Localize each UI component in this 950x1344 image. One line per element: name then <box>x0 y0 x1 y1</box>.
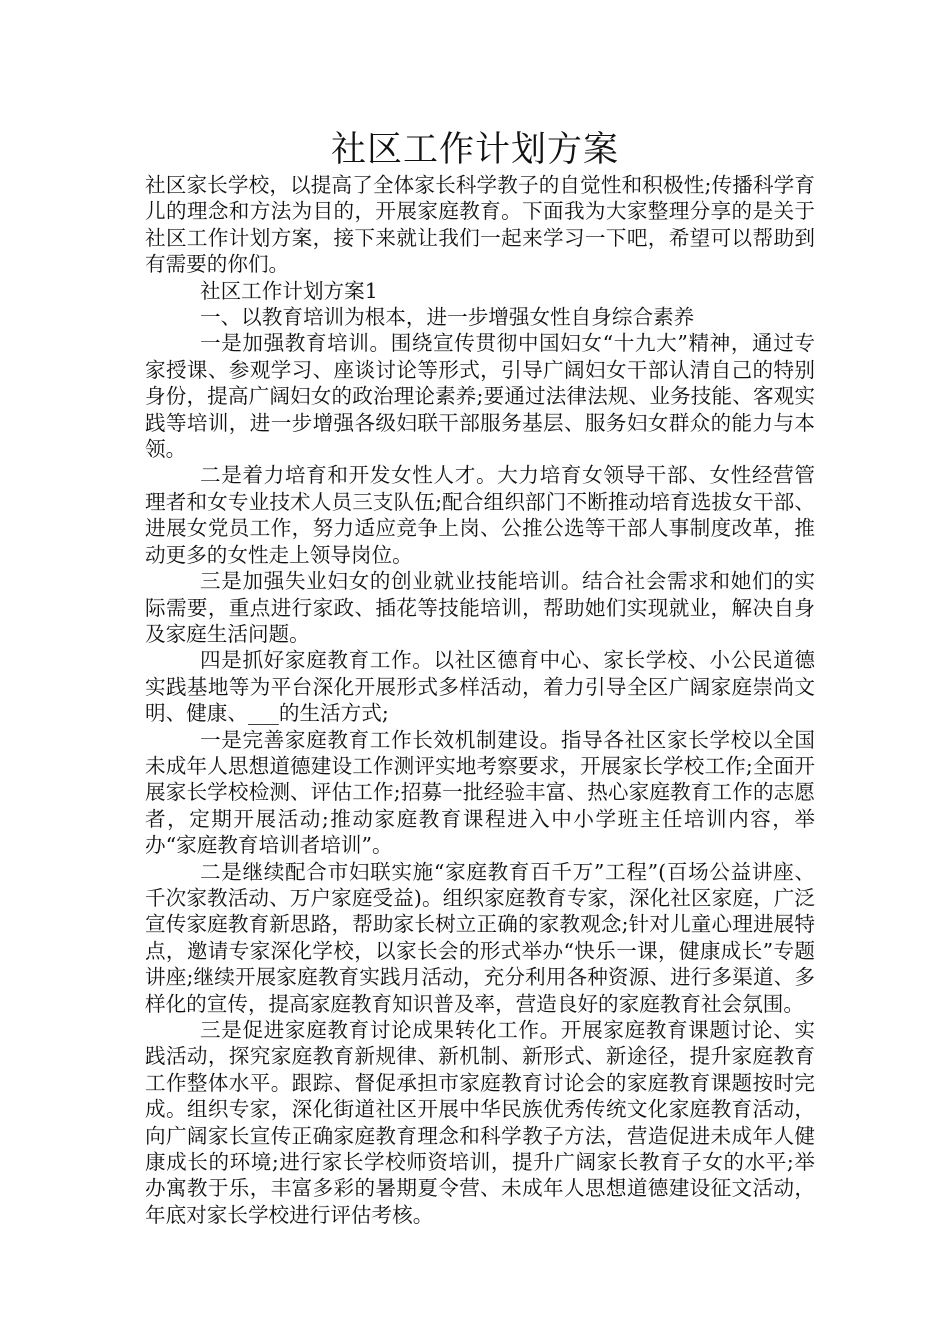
body-paragraph: 四是抓好家庭教育工作。以社区德育中心、家长学校、小公民道德实践基地等为平台深化开展形式多样活动，着力引导全区广阔家庭崇尚文明、健康、___的生活方式; <box>145 648 815 726</box>
intro-paragraph: 社区家长学校，以提高了全体家长科学教子的自觉性和积极性;传播科学育儿的理念和方法为目的，开展家庭教育。下面我为大家整理分享的是关于社区工作计划方案，接下来就让我们一起来学习一下吧，希望可以帮助到有需要的你们。 <box>145 173 815 277</box>
document-title: 社区工作计划方案 <box>330 130 619 170</box>
document-body <box>145 172 815 1228</box>
section-heading: 一、以教育培训为根本，进一步增强女性自身综合素养 <box>200 305 695 330</box>
body-paragraph: 三是促进家庭教育讨论成果转化工作。开展家庭教育课题讨论、实践活动，探究家庭教育新规律、新机制、新形式、新途径，提升家庭教育工作整体水平。跟踪、督促承担市家庭教育讨论会的家庭教育课题按时完成。组织专家，深化街道社区开展中华民族优秀传统文化家庭教育活动，向广阔家长宣传正确家庭教育理念和科学教子方法，营造促进未成年人健康成长的环境;进行家长学校师资培训，提升广阔家长教育子女的水平;举办寓教于乐，丰富多彩的暑期夏令营、未成年人思想道德建设征文活动，年底对家长学校进行评估考核。 <box>145 1018 815 1227</box>
body-paragraph: 三是加强失业妇女的创业就业技能培训。结合社会需求和她们的实际需要，重点进行家政、插花等技能培训，帮助她们实现就业，解决自身及家庭生活问题。 <box>145 569 815 646</box>
body-paragraph: 二是着力培育和开发女性人才。大力培育女领导干部、女性经营管理者和女专业技术人员三支队伍;配合组织部门不断推动培育选拔女干部、进展女党员工作，努力适应竞争上岗、公推公选等干部人事制度改革，推动更多的女性走上领导岗位。 <box>145 463 815 567</box>
body-paragraph: 二是继续配合市妇联实施“家庭教育百千万”工程”(百场公益讲座、千次家教活动、万户家庭受益)。组织家庭教育专家，深化社区家庭，广泛宣传家庭教育新思路，帮助家长树立正确的家教观念;针对儿童心理进展特点，邀请专家深化学校，以家长会的形式举办“快乐一课，健康成长”专题讲座;继续开展家庭教育实践月活动，充分利用各种资源、进行多渠道、多样化的宣传，提高家庭教育知识普及率，营造良好的家庭教育社会氛围。 <box>145 859 815 1016</box>
body-paragraph: 一是完善家庭教育工作长效机制建设。指导各社区家长学校以全国未成年人思想道德建设工作测评实地考察要求，开展家长学校工作;全面开展家长学校检测、评估工作;招募一批经验丰富、热心家庭教育工作的志愿者，定期开展活动;推动家庭教育课程进入中小学班主任培训内容，举办“家庭教育培训者培训”。 <box>145 727 815 858</box>
body-paragraph: 一是加强教育培训。围绕宣传贯彻中国妇女“十九大”精神，通过专家授课、参观学习、座谈讨论等形式，引导广阔妇女干部认清自己的特别身份，提高广阔妇女的政治理论素养;要通过法律法规、业务技能、客观实践等培训，进一步增强各级妇联干部服务基层、服务妇女群众的能力与本领。 <box>145 331 815 462</box>
plan-heading: 社区工作计划方案1 <box>200 278 378 303</box>
